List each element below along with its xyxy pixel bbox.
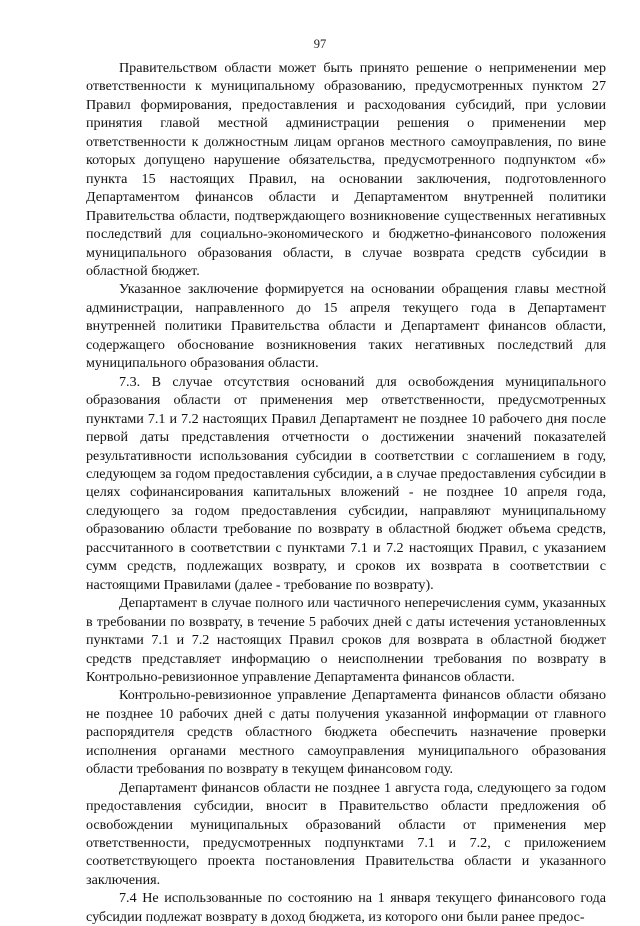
paragraph: Контрольно-ревизионное управление Департамента финансов области обязано не позднее 10 рабочих дней с даты получения указанной информации от главного распорядителя средств областного бюджета обеспечить назначение проверки исполнения органами местного самоуправления муниципального образования области требования по возврату в текущем финансовом году. (86, 687, 606, 778)
paragraph: Указанное заключение формируется на основании обращения главы местной администрации, направленного до 15 апреля текущего года в Департамент внутренней политики Правительства области и Департамент финансов области, содержащего обоснование возникновения таких негативных последствий для муниципального образования области. (86, 281, 606, 372)
paragraph: Правительством области может быть принято решение о неприменении мер ответственности к муниципальному образованию, предусмотренных пунктом 27 Правил формирования, предоставления и расходования субсидий, при условии принятия главой местной администрации решения о применении мер ответственности к должностным лицам органов местного самоуправления, по вине которых допущено нарушение обязательства, предусмотренного подпунктом «б» пункта 15 настоящих Правил, на основании заключения, подготовленного Департаментом финансов области и Департаментом внутренней политики Правительства области, подтверждающего возникновение существенных негативных последствий для социально-экономического и бюджетно-финансового положения муниципального образования области, в случае возврата средств субсидии в областной бюджет. (86, 60, 606, 279)
paragraph: Департамент в случае полного или частичного неперечисления сумм, указанных в требовании по возврату, в течение 5 рабочих дней с даты истечения установленных пунктами 7.1 и 7.2 настоящих Правил сроков для возврата в областной бюджет средств представляет информацию о неисполнении требования по возврату в Контрольно-ревизионное управление Департамента финансов области. (86, 595, 606, 685)
paragraph: 7.4 Не использованные по состоянию на 1 января текущего финансового года субсидии подлежат возврату в доход бюджета, из которого они были ранее предос- (86, 890, 606, 925)
paragraph: Департамент финансов области не позднее 1 августа года, следующего за годом предоставления субсидии, вносит в Правительство области предложения об освобождении муниципальных образований области от применения мер ответственности, предусмотренных подпунктами 7.1 и 7.2, с приложением соответствующего проекта постановления Правительства области и указанного заключения. (86, 779, 606, 888)
page-number: 97 (313, 37, 327, 51)
paragraph: 7.3. В случае отсутствия оснований для освобождения муниципального образования области от применения мер ответственности, предусмотренных пунктами 7.1 и 7.2 настоящих Правил Департамент не позднее 10 рабочего дня после первой даты представления отчетности о достижении значений показателей результативности использования субсидии в соответствии с соглашением в году, следующем за годом предоставления субсидии, а в случае предоставления субсидии в целях софинансирования капитальных вложений - не позднее 10 апреля года, следующего за годом предоставления субсидии, направляют муниципальному образованию области требование по возврату в областной бюджет объема средств, рассчитанного в соответствии с пунктами 7.1 и 7.2 настоящих Правил, с указанием сумм средств, подлежащих возврату, и сроков их возврата в соответствии с настоящими Правилами (далее - требование по возврату). (86, 373, 606, 593)
document-text (86, 59, 606, 926)
